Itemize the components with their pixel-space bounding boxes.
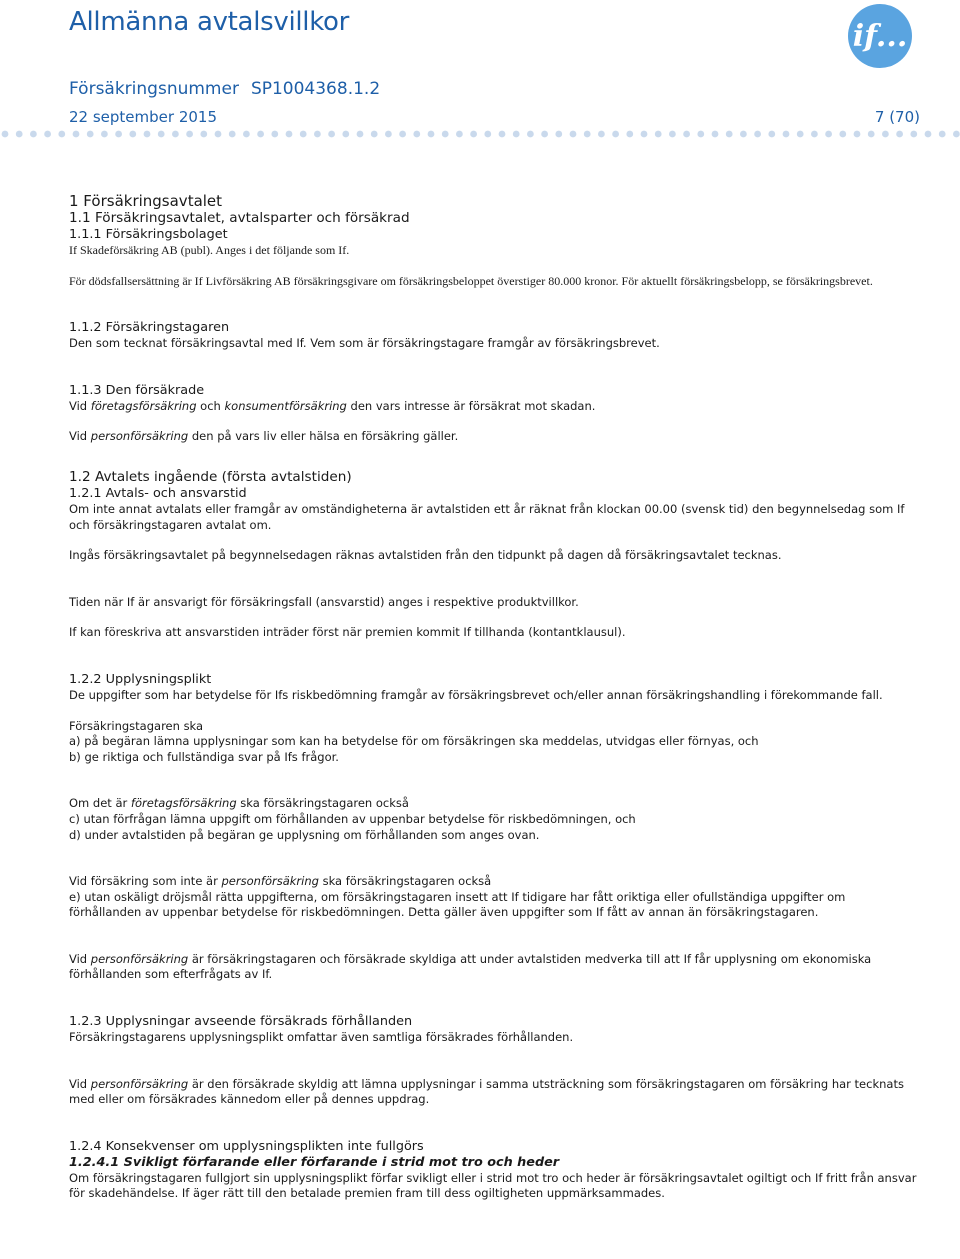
- divider-dot: [442, 131, 449, 138]
- divider-dot: [115, 131, 122, 138]
- divider-dot: [768, 131, 775, 138]
- paragraph-duty-1: De uppgifter som har betydelse för Ifs riskbedömning framgår av försäkringsbrevet och/eller annan försäkringshandling i förekommande fall.: [69, 687, 883, 702]
- divider-dot: [612, 131, 619, 138]
- divider-dot: [683, 131, 690, 138]
- divider-dot: [513, 131, 520, 138]
- policy-value: SP1004368.1.2: [250, 79, 381, 99]
- divider-dot: [200, 131, 207, 138]
- divider-dot: [754, 131, 761, 138]
- divider-dot: [584, 131, 591, 138]
- heading-1-1-3: 1.1.3 Den försäkrade: [69, 382, 205, 398]
- divider-dot: [30, 131, 37, 138]
- divider-dot: [555, 131, 562, 138]
- divider-dot: [58, 131, 65, 138]
- divider-dot: [868, 131, 875, 138]
- divider-dot: [783, 131, 790, 138]
- divider-dot: [456, 131, 463, 138]
- divider-dot: [144, 131, 151, 138]
- divider-dot: [399, 131, 406, 138]
- divider-dot: [73, 131, 80, 138]
- divider-dot: [626, 131, 633, 138]
- divider-dot: [229, 131, 236, 138]
- policy-label: Försäkringsnummer: [69, 79, 239, 99]
- document-body: [69, 192, 919, 1202]
- divider-dot: [257, 131, 264, 138]
- divider-dot: [655, 131, 662, 138]
- divider-dot: [925, 131, 932, 138]
- paragraph-consequences: Om försäkringstagaren fullgjort sin upplysningsplikt förfar svikligt eller i strid mot tro och heder är försäkringsavtalet ogiltigt och If fritt från ansvar för skadehändelse. If äger rätt till den betalade premien fram till dess ogiltigheten uppmärksammades.: [69, 1170, 917, 1201]
- divider-dot: [811, 131, 818, 138]
- divider-dot: [527, 131, 534, 138]
- list-item-d: d) under avtalstiden på begäran ge upplysning om förhållanden som anges ovan.: [69, 827, 540, 842]
- divider-dot: [896, 131, 903, 138]
- divider-dot: [172, 131, 179, 138]
- list-item-c: c) utan förfrågan lämna uppgift om förhållanden av uppenbar betydelse för riskbedömningen, och: [69, 811, 636, 826]
- if-logo: if...: [848, 4, 912, 68]
- divider-dot: [87, 131, 94, 138]
- paragraph-duty-5: Vid personförsäkring är försäkringstagaren och försäkrade skyldiga att under avtalstiden medverka till att If får upplysning om ekonomiska förhållanden som efterfrågats av If.: [69, 951, 872, 982]
- paragraph-term-4: If kan föreskriva att ansvarstiden inträder först när premien kommit If tillhanda (kontantklausul).: [69, 625, 626, 640]
- divider-dot: [300, 131, 307, 138]
- paragraph-insurer: If Skadeförsäkring AB (publ). Anges i det följande som If.: [69, 243, 350, 257]
- heading-1-2-4: 1.2.4 Konsekvenser om upplysningsplikten inte fullgörs: [69, 1138, 424, 1154]
- divider-dot: [797, 131, 804, 138]
- divider-dot: [243, 131, 250, 138]
- divider-dot: [740, 131, 747, 138]
- divider-dot: [953, 131, 960, 138]
- paragraph-insured-conditions-1: Försäkringstagarens upplysningsplikt omfattar även samtliga försäkrades förhållanden.: [69, 1030, 574, 1045]
- divider-dot: [158, 131, 165, 138]
- list-item-a: a) på begäran lämna upplysningar som kan ha betydelse för om försäkringen ska meddelas, utvidgas eller förnyas, och: [69, 734, 759, 749]
- divider-dot: [712, 131, 719, 138]
- heading-1-1-2: 1.1.2 Försäkringstagaren: [69, 320, 230, 336]
- divider-dot: [882, 131, 889, 138]
- divider-dot: [825, 131, 832, 138]
- divider-dot: [16, 131, 23, 138]
- divider-dot: [215, 131, 222, 138]
- divider-dot: [910, 131, 917, 138]
- divider-dot: [428, 131, 435, 138]
- paragraph-term-3: Tiden när If är ansvarigt för försäkringsfall (ansvarstid) anges i respektive produktvillkor.: [69, 594, 579, 609]
- divider-dot: [342, 131, 349, 138]
- document-title: Allmänna avtalsvillkor: [69, 7, 350, 37]
- paragraph-policyholder: Den som tecknat försäkringsavtal med If. Vem som är försäkringstagare framgår av försäkringsbrevet.: [69, 336, 660, 351]
- list-item-e: e) utan oskäligt dröjsmål rätta uppgifterna, om försäkringstagaren insett att If tidigare har fått oriktiga eller ofullständiga uppgifter om förhållanden av uppenbar betydelse för riskbedömningen. Detta gäller även uppgifter som If fått av annan än försäkringstagaren.: [69, 889, 846, 920]
- paragraph-term-2: Ingås försäkringsavtalet på begynnelsedagen räknas avtalstiden från den tidpunkt på dagen då försäkringsavtalet tecknas.: [69, 548, 782, 563]
- divider-dot: [357, 131, 364, 138]
- paragraph-term-1: Om inte annat avtalats eller framgår av omständigheterna är avtalstiden ett år räknat från klockan 00.00 (svensk tid) den begynnelsedag som If och försäkringstagaren avtalat om.: [69, 501, 905, 532]
- divider-dot: [499, 131, 506, 138]
- divider-dot: [271, 131, 278, 138]
- divider-dot: [314, 131, 321, 138]
- divider-dot: [726, 131, 733, 138]
- heading-1-2-1: 1.2.1 Avtals- och ansvarstid: [69, 485, 247, 501]
- paragraph-duty-2: Försäkringstagaren ska: [69, 718, 204, 733]
- list-item-b: b) ge riktiga och fullständiga svar på Ifs frågor.: [69, 749, 339, 764]
- divider-dot: [697, 131, 704, 138]
- heading-1-2-2: 1.2.2 Upplysningsplikt: [69, 671, 212, 687]
- heading-1-2-3: 1.2.3 Upplysningar avseende försäkrads förhållanden: [69, 1014, 413, 1030]
- paragraph-duty-3: Om det är företagsförsäkring ska försäkringstagaren också: [69, 796, 409, 811]
- paragraph-duty-4: Vid försäkring som inte är personförsäkring ska försäkringstagaren också: [69, 874, 492, 889]
- divider-dot: [44, 131, 51, 138]
- divider-dot: [939, 131, 946, 138]
- policy-number: [69, 79, 380, 99]
- divider-dot: [101, 131, 108, 138]
- divider-dot: [484, 131, 491, 138]
- divider-dot: [669, 131, 676, 138]
- heading-1-1-1: 1.1.1 Försäkringsbolaget: [69, 227, 228, 242]
- page-number: 7 (70): [874, 108, 920, 126]
- divider-dot: [570, 131, 577, 138]
- divider-dot: [839, 131, 846, 138]
- paragraph-insured-conditions-2: Vid personförsäkring är den försäkrade skyldig att lämna upplysningar i samma utsträckning som försäkringstagaren om försäkring har tecknats med eller om försäkrades kännedom eller på dennes uppdrag.: [69, 1076, 904, 1107]
- paragraph-insured-2: Vid personförsäkring den på vars liv eller hälsa en försäkring gäller.: [69, 429, 459, 444]
- divider-dot: [854, 131, 861, 138]
- document-date: 22 september 2015: [69, 108, 218, 126]
- divider-dot: [385, 131, 392, 138]
- divider-dot: [328, 131, 335, 138]
- divider-dot: [598, 131, 605, 138]
- dotted-divider: [0, 129, 960, 139]
- divider-dot: [470, 131, 477, 138]
- divider-dot: [286, 131, 293, 138]
- paragraph-insured-1: Vid företagsförsäkring och konsumentförsäkring den vars intresse är försäkrat mot skadan.: [69, 398, 596, 413]
- heading-1: 1 Försäkringsavtalet: [69, 192, 223, 210]
- divider-dot: [641, 131, 648, 138]
- heading-1-1: 1.1 Försäkringsavtalet, avtalsparter och försäkrad: [69, 210, 410, 226]
- divider-dot: [186, 131, 193, 138]
- divider-dot: [413, 131, 420, 138]
- divider-dot: [541, 131, 548, 138]
- heading-1-2: 1.2 Avtalets ingående (första avtalstiden): [69, 468, 352, 485]
- heading-1-2-4-1: 1.2.4.1 Svikligt förfarande eller förfarande i strid mot tro och heder: [69, 1154, 560, 1170]
- divider-dot: [371, 131, 378, 138]
- divider-dot: [129, 131, 136, 138]
- divider-dot: [2, 131, 9, 138]
- paragraph-death-benefit: För dödsfallsersättning är If Livförsäkring AB försäkringsgivare om försäkringsbeloppet överstiger 80.000 kronor. För aktuellt försäkringsbelopp, se försäkringsbrevet.: [69, 273, 873, 288]
